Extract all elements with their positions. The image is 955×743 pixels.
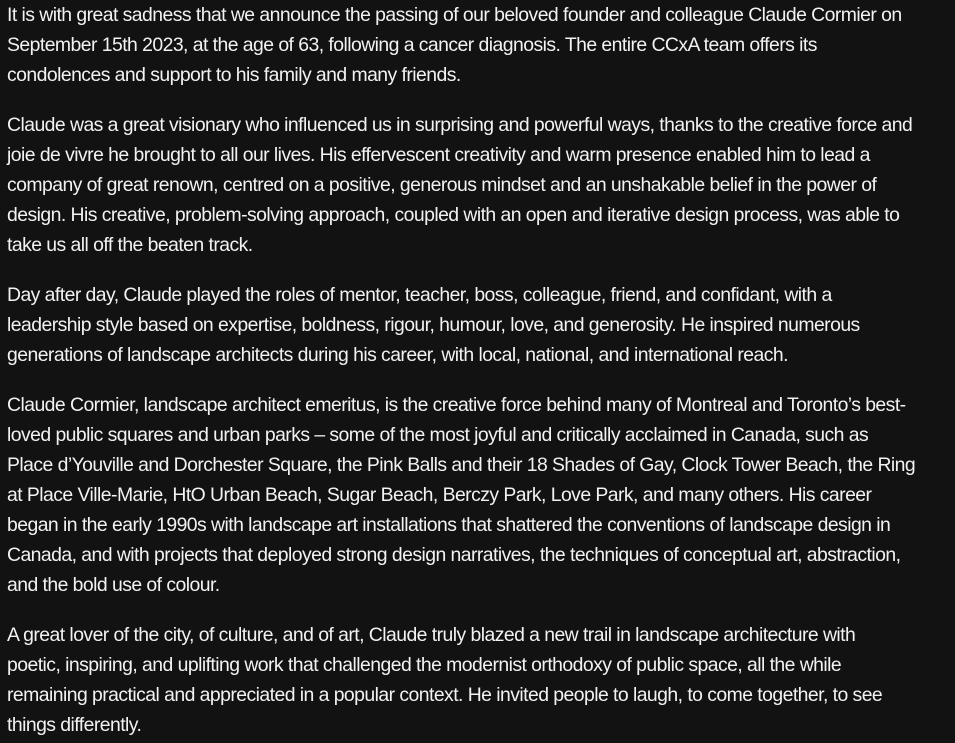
text-line: September 15th 2023, at the age of 63, following a cancer diagnosis. The entire CCxA team offers its [7,34,817,56]
text-line: things differently. [7,714,142,736]
paragraph-legacy [7,620,955,740]
paragraph-visionary [7,110,955,260]
text-line: leadership style based on expertise, boldness, rigour, humour, love, and generosity. He inspired numerous [7,314,860,336]
paragraph-career [7,390,955,600]
text-line: design. His creative, problem-solving approach, coupled with an open and iterative design process, was able to [7,204,900,226]
text-line: began in the early 1990s with landscape art installations that shattered the conventions of landscape design in [7,514,891,536]
text-line: condolences and support to his family and many friends. [7,64,461,86]
text-line: take us all off the beaten track. [7,234,253,256]
text-line: Claude was a great visionary who influenced us in surprising and powerful ways, thanks to the creative force and [7,114,913,136]
text-line: poetic, inspiring, and uplifting work that challenged the modernist orthodoxy of public space, all the while [7,654,842,676]
text-line: Day after day, Claude played the roles of mentor, teacher, boss, colleague, friend, and confidant, with a [7,284,832,306]
paragraph-mentor [7,280,955,370]
text-line: at Place Ville-Marie, HtO Urban Beach, Sugar Beach, Berczy Park, Love Park, and many others. His career [7,484,872,506]
text-line: remaining practical and appreciated in a popular context. He invited people to laugh, to come together, to see [7,684,883,706]
text-line: joie de vivre he brought to all our lives. His effervescent creativity and warm presence enabled him to lead a [7,144,870,166]
text-line: Place d’Youville and Dorchester Square, the Pink Balls and their 18 Shades of Gay, Clock Tower Beach, the Ring [7,454,916,476]
text-line: It is with great sadness that we announce the passing of our beloved founder and colleague Claude Cormier on [7,4,902,26]
text-line: A great lover of the city, of culture, and of art, Claude truly blazed a new trail in landscape architecture with [7,624,856,646]
text-line: and the bold use of colour. [7,574,220,596]
paragraph-announcement [7,0,955,90]
text-line: company of great renown, centred on a positive, generous mindset and an unshakable belief in the power of [7,174,877,196]
text-line: generations of landscape architects during his career, with local, national, and international reach. [7,344,788,366]
text-line: Canada, and with projects that deployed strong design narratives, the techniques of conceptual art, abstraction, [7,544,901,566]
text-line: Claude Cormier, landscape architect emeritus, is the creative force behind many of Montreal and Toronto’s best- [7,394,906,416]
text-line: loved public squares and urban parks – some of the most joyful and critically acclaimed in Canada, such as [7,424,869,446]
